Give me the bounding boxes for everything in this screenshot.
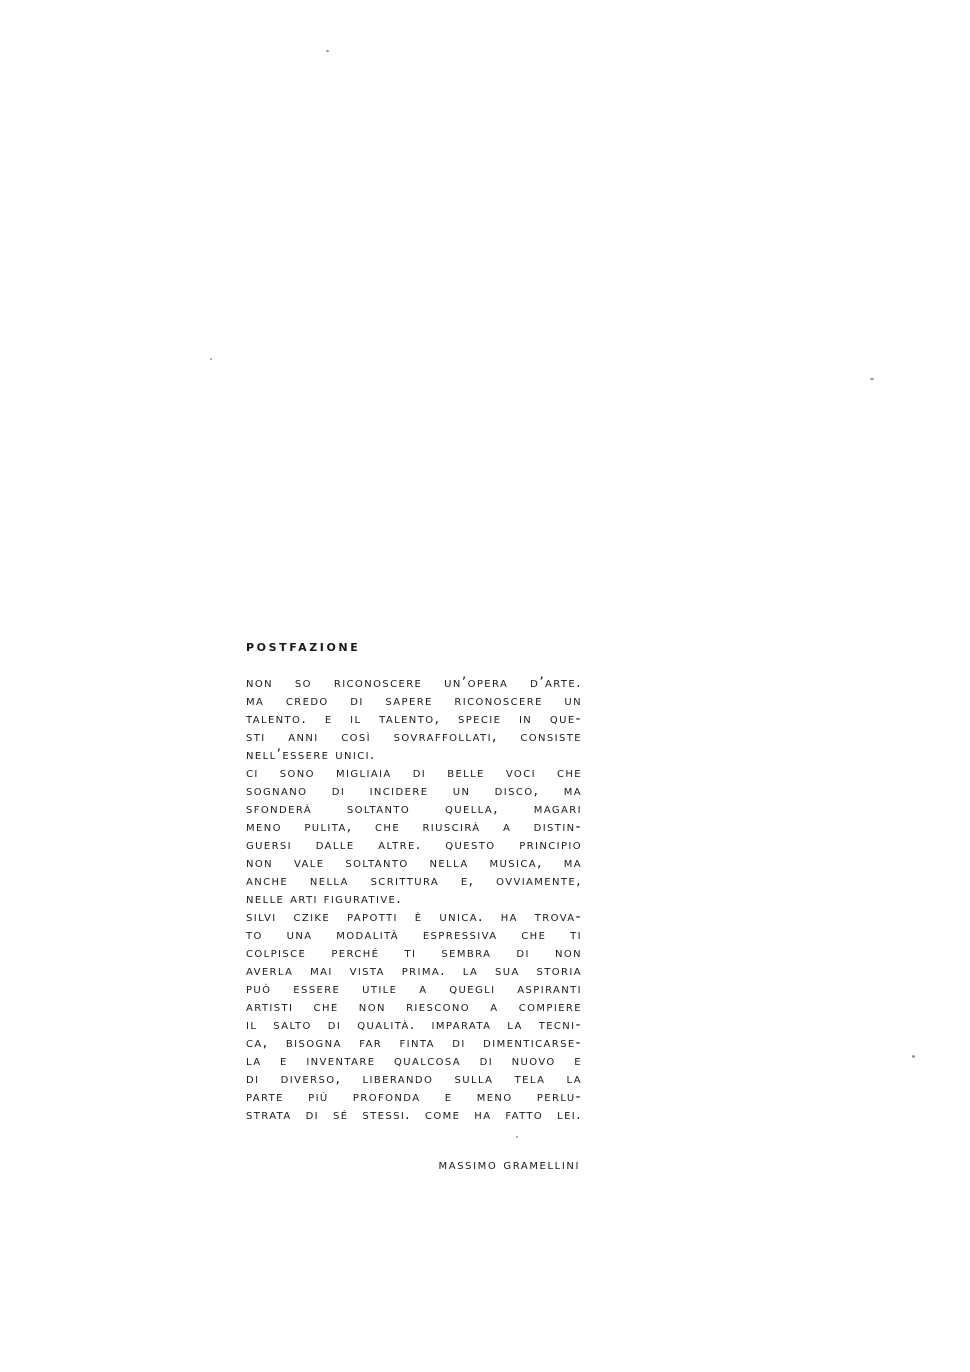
text-line: può essere utile a quegli aspiranti [246,981,582,997]
text-line: anche nella scrittura e, ovviamente, [246,873,582,889]
page-title: postfazione [246,637,361,655]
postface-text-block [246,636,582,1124]
paper-speck [210,358,212,360]
text-line: meno pulita, che riuscirà a distin- [246,819,582,835]
text-line: la e inventare qualcosa di nuovo e [246,1053,582,1069]
text-line: guersi dalle altre. questo principio [246,837,582,853]
text-line: sognano di incidere un disco, ma [246,783,582,799]
text-line: ci sono migliaia di belle voci che [246,765,582,781]
paragraph [246,764,582,908]
paper-speck [326,50,329,52]
paper-speck [912,1055,915,1058]
text-line: nelle arti figurative. [246,891,403,907]
paragraph [246,674,582,764]
text-line: sti anni così sovraffollati, consiste [246,729,582,745]
text-line: averla mai vista prima. la sua storia [246,963,582,979]
text-line: to una modalità espressiva che ti [246,927,582,943]
text-line: nell’essere unici. [246,747,376,763]
text-line: di diverso, liberando sulla tela la [246,1071,582,1087]
text-line: non so riconoscere un’opera d’arte. [246,675,582,691]
text-line: parte più profonda e meno perlu- [246,1089,582,1105]
text-line: colpisce perché ti sembra di non [246,945,582,961]
text-line: ca, bisogna far finta di dimenticarse- [246,1035,582,1051]
text-line: strata di sé stessi. come ha fatto lei. [246,1107,582,1123]
text-line: artisti che non riescono a compiere [246,999,582,1015]
paper-speck [516,1136,518,1138]
text-line: sfonderà soltanto quella, magari [246,801,582,817]
text-line: talento. e il talento, specie in que- [246,711,582,727]
paper-speck [870,378,874,380]
author-signature: massimo gramellini [438,1157,580,1173]
paragraph [246,908,582,1124]
text-line: silvi czike papotti è unica. ha trova- [246,909,582,925]
text-line: non vale soltanto nella musica, ma [246,855,582,871]
text-line: il salto di qualità. imparata la tecni- [246,1017,582,1033]
text-line: ma credo di sapere riconoscere un [246,693,582,709]
